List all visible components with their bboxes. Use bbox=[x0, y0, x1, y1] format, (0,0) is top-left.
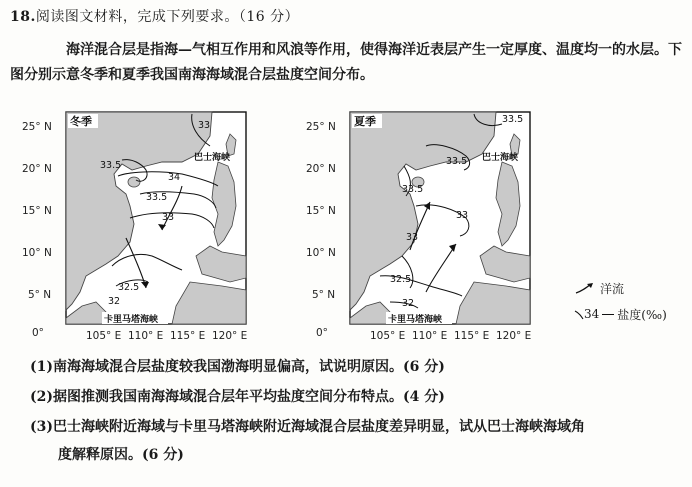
lat-tick: 15° N bbox=[22, 205, 52, 217]
isoline-label: 33.5 bbox=[502, 114, 524, 125]
isoline-legend-icon bbox=[574, 307, 584, 321]
legend-isoline-label: 盐度(‰) bbox=[617, 307, 667, 322]
isoline-label: 33 bbox=[162, 212, 175, 223]
intro-paragraph bbox=[10, 38, 682, 88]
intro-text: 海洋混合层是指海—气相互作用和风浪等作用，使得海洋近表层产生一定厚度、温度均一的水层。下图分别示意冬季和夏季我国南海海域混合层盐度空间分布。 bbox=[10, 42, 682, 83]
question-number: 18. bbox=[10, 9, 36, 25]
isoline-label: 32.5 bbox=[390, 274, 412, 285]
lon-tick: 105° E bbox=[370, 330, 406, 342]
lon-tick: 120° E bbox=[496, 330, 532, 342]
lon-tick: 120° E bbox=[212, 330, 248, 342]
lat-tick: 20° N bbox=[22, 163, 52, 175]
lon-tick: 115° E bbox=[454, 330, 490, 342]
question-header bbox=[10, 6, 299, 26]
season-label: 冬季 bbox=[70, 115, 92, 128]
isoline-label: 32 bbox=[402, 298, 415, 309]
current-legend-icon bbox=[574, 281, 596, 295]
land-hainan bbox=[128, 177, 140, 187]
isoline-label: 33 bbox=[198, 120, 211, 131]
lon-tick: 110° E bbox=[128, 330, 164, 342]
sub-question-3-line1: (3)巴士海峡附近海域与卡里马塔海峡附近海域混合层盐度差异明显，试从巴士海峡海域角 bbox=[30, 419, 585, 435]
legend-isoline-value: 34 bbox=[584, 307, 600, 321]
lat-tick: 0° bbox=[32, 327, 44, 339]
isoline-label: 33.5 bbox=[100, 160, 122, 171]
strait-label-bottom: 卡里马塔海峡 bbox=[104, 315, 159, 325]
lat-tick: 5° N bbox=[28, 289, 52, 301]
strait-label-bottom: 卡里马塔海峡 bbox=[388, 315, 443, 325]
lat-tick: 10° N bbox=[22, 247, 52, 259]
lat-tick: 5° N bbox=[312, 289, 336, 301]
map-summer-svg bbox=[306, 106, 546, 344]
legend-isoline-dash bbox=[602, 314, 614, 315]
sub-question-3-line2: 度解释原因。(6 分) bbox=[58, 447, 184, 463]
legend-current-label: 洋流 bbox=[600, 281, 625, 296]
isoline-label: 33.5 bbox=[146, 192, 168, 203]
lat-tick: 25° N bbox=[22, 121, 52, 133]
season-label: 夏季 bbox=[354, 115, 376, 128]
lon-tick: 115° E bbox=[170, 330, 206, 342]
isoline-label: 34 bbox=[168, 172, 181, 183]
sub-question-2: (2)据图推测我国南海海域混合层年平均盐度空间分布特点。(4 分) bbox=[30, 389, 445, 405]
strait-label-top: 巴士海峡 bbox=[482, 153, 519, 163]
question-score: （16 分） bbox=[238, 9, 300, 25]
map-winter-svg bbox=[22, 106, 262, 344]
lat-tick: 15° N bbox=[306, 205, 336, 217]
lon-tick: 110° E bbox=[412, 330, 448, 342]
isoline-label: 33 bbox=[456, 210, 469, 221]
map-legend bbox=[574, 278, 667, 324]
lat-tick: 0° bbox=[316, 327, 328, 339]
isoline-label: 33.5 bbox=[402, 184, 424, 195]
isoline-label: 32 bbox=[108, 296, 121, 307]
isoline-label: 32.5 bbox=[118, 282, 140, 293]
sub-question-1: (1)南海海域混合层盐度较我国渤海明显偏高，试说明原因。(6 分) bbox=[30, 359, 445, 375]
map-summer bbox=[306, 106, 546, 344]
lon-tick: 105° E bbox=[86, 330, 122, 342]
isoline-label: 33 bbox=[406, 232, 419, 243]
lat-tick: 20° N bbox=[306, 163, 336, 175]
lat-tick: 25° N bbox=[306, 121, 336, 133]
question-title: 阅读图文材料，完成下列要求。 bbox=[35, 9, 239, 25]
map-winter bbox=[22, 106, 262, 344]
legend-isoline bbox=[574, 304, 667, 324]
lat-tick: 10° N bbox=[306, 247, 336, 259]
legend-current bbox=[574, 278, 667, 298]
sub-question-3 bbox=[30, 416, 670, 466]
isoline-label: 33.5 bbox=[446, 156, 468, 167]
strait-label-top: 巴士海峡 bbox=[194, 153, 231, 163]
